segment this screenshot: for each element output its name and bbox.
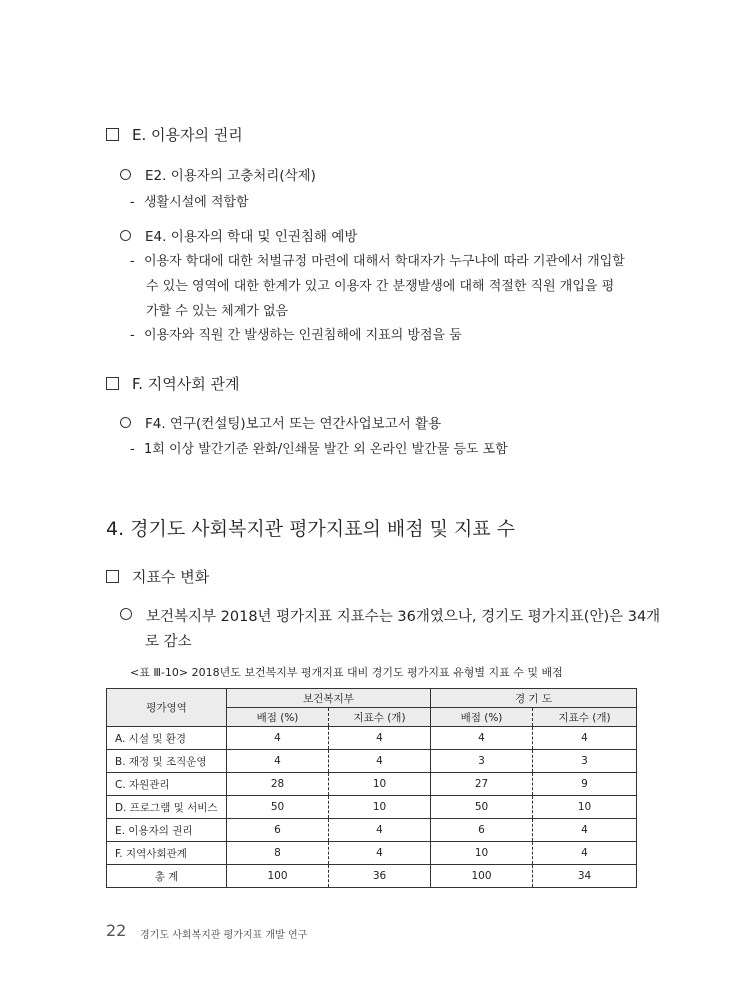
indicator-table [106, 688, 637, 888]
header-area: 평가영역 [107, 689, 227, 727]
table-total-row: 총 계 100 36 100 34 [107, 865, 637, 888]
change-heading: 지표수 변화 [106, 566, 209, 587]
e4-bullet-1: - 이용자 학대에 대한 처벌규정 마련에 대해서 학대자가 누구냐에 따라 기관에서 개입할 [130, 254, 625, 269]
table-row: F. 지역사회관계 8 4 10 4 [107, 842, 637, 865]
header-mohw: 보건복지부 [227, 689, 431, 708]
section-f-heading: F. 지역사회 관계 [106, 373, 239, 394]
table-row: B. 재정 및 조직운영 4 4 3 3 [107, 750, 637, 773]
table-row: C. 자원관리 28 10 27 9 [107, 773, 637, 796]
checkbox-square-icon [106, 377, 119, 390]
header-gyeonggi: 경 기 도 [431, 689, 637, 708]
checkbox-square-icon [106, 128, 119, 141]
circle-bullet-icon [120, 608, 132, 620]
circle-bullet-icon [120, 417, 131, 428]
checkbox-square-icon [106, 570, 119, 583]
e2-bullet: - 생활시설에 적합함 [130, 195, 249, 210]
table-row: D. 프로그램 및 서비스 50 10 50 10 [107, 796, 637, 819]
e2-heading: E2. 이용자의 고충처리(삭제) [120, 164, 316, 184]
header-gg-score: 배점 (%) [431, 708, 533, 727]
header-gg-count: 지표수 (개) [533, 708, 637, 727]
header-mohw-count: 지표수 (개) [329, 708, 431, 727]
table-row: E. 이용자의 권리 6 4 6 4 [107, 819, 637, 842]
running-title: 경기도 사회복지관 평가지표 개발 연구 [140, 930, 308, 941]
change-paragraph-line-2: 로 감소 [145, 634, 192, 650]
e4-bullet-1-line-3: 가할 수 있는 체계가 없음 [146, 304, 289, 319]
e4-bullet-2: - 이용자와 직원 간 발생하는 인권침해에 지표의 방점을 둠 [130, 328, 462, 343]
e4-heading: E4. 이용자의 학대 및 인권침해 예방 [120, 225, 357, 245]
page-number: 22 [106, 921, 127, 940]
table-caption: <표 Ⅲ-10> 2018년도 보건복지부 평개지표 대비 경기도 평가지표 유형별 지표 수 및 배점 [130, 666, 563, 679]
f4-bullet: - 1회 이상 발간기준 완화/인쇄물 발간 외 온라인 발간물 등도 포함 [130, 442, 508, 457]
table-row: A. 시설 및 환경 4 4 4 4 [107, 727, 637, 750]
f4-heading: F4. 연구(컨설팅)보고서 또는 연간사업보고서 활용 [120, 412, 441, 432]
circle-bullet-icon [120, 169, 131, 180]
chapter-title: 4. 경기도 사회복지관 평가지표의 배점 및 지표 수 [106, 518, 516, 540]
circle-bullet-icon [120, 230, 131, 241]
section-e-heading: E. 이용자의 권리 [106, 124, 243, 145]
header-mohw-score: 배점 (%) [227, 708, 329, 727]
change-paragraph-line-1: 보건복지부 2018년 평가지표 지표수는 36개였으나, 경기도 평가지표(안)은 34개 [120, 605, 660, 626]
e4-bullet-1-line-2: 수 있는 영역에 대한 한계가 있고 이용자 간 분쟁발생에 대해 적절한 직원 개입을 평 [146, 279, 615, 294]
